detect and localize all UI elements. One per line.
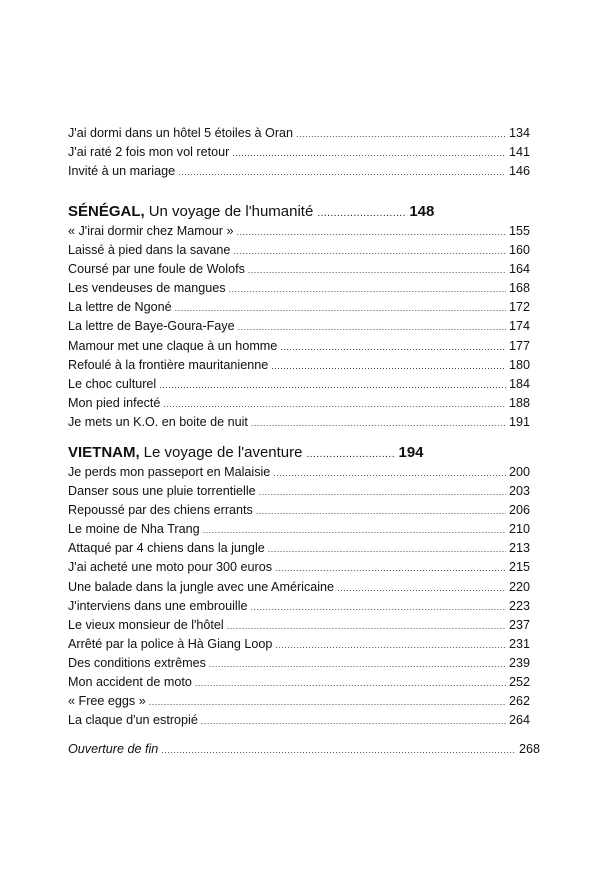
entry-page: 200 [508, 465, 530, 479]
entry-page: 268 [518, 742, 540, 756]
entry-title: La claque d'un estropié [68, 713, 198, 728]
entry-title: Coursé par une foule de Wolofs [68, 262, 245, 277]
dot-leader [149, 693, 506, 712]
toc-entry [68, 673, 530, 692]
section-page: 194 [398, 444, 424, 461]
vietnam-heading [68, 441, 530, 465]
entry-title: Attaqué par 4 chiens dans la jungle [68, 541, 265, 556]
toc-entry [68, 298, 530, 317]
dot-leader [251, 414, 506, 433]
dot-leader [275, 636, 506, 655]
toc-entry [68, 260, 530, 279]
toc-entry [68, 222, 530, 241]
toc-entry [68, 279, 530, 298]
dot-leader [271, 357, 506, 376]
entry-page: 239 [508, 655, 530, 670]
toc-entry [68, 654, 530, 673]
dot-leader [273, 464, 506, 483]
entry-title: Mamour met une claque à un homme [68, 338, 278, 353]
dot-leader [233, 242, 506, 261]
dot-leader [195, 674, 506, 693]
entry-page: 174 [508, 319, 530, 334]
section-page: 148 [409, 203, 435, 220]
entry-title: Des conditions extrêmes [68, 655, 206, 670]
entry-title: J'ai dormi dans un hôtel 5 étoiles à Oran [68, 126, 294, 140]
dot-leader [227, 617, 506, 636]
toc-entry [68, 356, 530, 375]
toc-entry [68, 692, 530, 711]
entry-title: J'ai acheté une moto pour 300 euros [68, 560, 273, 575]
dot-leader [178, 163, 506, 182]
entry-title: J'interviens dans une embrouille [68, 598, 248, 613]
dot-leader [159, 376, 506, 395]
entry-page: 215 [508, 560, 530, 575]
toc-entry [68, 413, 530, 432]
entry-title: Ouverture de fin [68, 742, 159, 756]
entry-title: Je perds mon passeport en Malaisie [68, 465, 271, 479]
dot-leader [232, 144, 506, 163]
senegal-entries [68, 222, 530, 432]
entry-page: 231 [508, 636, 530, 651]
entry-page: 220 [508, 579, 530, 594]
entry-title: Repoussé par des chiens errants [68, 503, 253, 518]
toc-entry [68, 578, 530, 597]
dot-leader [163, 395, 506, 414]
algeria-tail-entries [68, 124, 530, 181]
dot-leader [248, 261, 506, 280]
toc-entry [68, 482, 530, 501]
section-country: VIETNAM, [68, 444, 140, 461]
entry-page: 237 [508, 617, 530, 632]
entry-title: La lettre de Baye-Goura-Faye [68, 319, 235, 334]
entry-page: 252 [508, 675, 530, 690]
entry-page: 160 [508, 243, 530, 258]
entry-page: 177 [508, 338, 530, 353]
toc-entry [68, 597, 530, 616]
entry-title: Laissé à pied dans la savane [68, 243, 231, 258]
toc-entry [68, 124, 530, 143]
toc-entry [68, 740, 540, 759]
vietnam-entries [68, 463, 530, 730]
toc-entry [68, 520, 530, 539]
dot-leader [161, 741, 516, 760]
toc-entry [68, 162, 530, 181]
entry-page: 264 [508, 713, 530, 728]
entry-title: Une balade dans la jungle avec une Américaine [68, 579, 335, 594]
entry-page: 223 [508, 598, 530, 613]
section-country: SÉNÉGAL, [68, 203, 145, 220]
toc-entry [68, 616, 530, 635]
toc-entry [68, 317, 530, 336]
section-subtitle: Le voyage de l'aventure [143, 444, 303, 461]
dot-leader [201, 712, 506, 731]
entry-title: « J'irai dormir chez Mamour » [68, 224, 234, 238]
entry-page: 184 [508, 376, 530, 391]
entry-page: 210 [508, 522, 530, 537]
toc-entry [68, 501, 530, 520]
dot-leader [337, 579, 506, 598]
entry-page: 141 [508, 145, 530, 160]
dot-leader [275, 559, 506, 578]
entry-title: Refoulé à la frontière mauritanienne [68, 357, 269, 372]
entry-title: Je mets un K.O. en boite de nuit [68, 414, 248, 429]
entry-title: Mon accident de moto [68, 675, 192, 690]
entry-page: 203 [508, 484, 530, 499]
entry-page: 134 [508, 126, 530, 140]
dot-leader [268, 540, 506, 559]
entry-page: 164 [508, 262, 530, 277]
toc-entry [68, 635, 530, 654]
toc-entry [68, 337, 530, 356]
entry-page: 262 [508, 694, 530, 709]
toc-entry [68, 539, 530, 558]
entry-page: 146 [508, 164, 530, 179]
dot-leader [238, 318, 506, 337]
toc-entry [68, 143, 530, 162]
dot-leader [256, 502, 506, 521]
dot-leader [236, 223, 506, 242]
dot-leader [175, 299, 506, 318]
entry-page: 180 [508, 357, 530, 372]
dot-leader [251, 598, 506, 617]
ending-entry [68, 740, 540, 759]
entry-page: 155 [508, 224, 530, 238]
toc-entry [68, 558, 530, 577]
dot-leader [259, 483, 506, 502]
entry-page: 168 [508, 281, 530, 296]
entry-title: Le choc culturel [68, 376, 157, 391]
toc-entry [68, 394, 530, 413]
entry-page: 206 [508, 503, 530, 518]
toc-entry [68, 375, 530, 394]
entry-page: 213 [508, 541, 530, 556]
entry-title: La lettre de Ngoné [68, 300, 172, 315]
entry-title: Danser sous une pluie torrentielle [68, 484, 256, 499]
entry-title: Les vendeuses de mangues [68, 281, 226, 296]
entry-title: « Free eggs » [68, 694, 146, 709]
entry-title: Le moine de Nha Trang [68, 522, 200, 537]
entry-page: 172 [508, 300, 530, 315]
senegal-heading [68, 200, 530, 224]
section-subtitle: Un voyage de l'humanité [148, 203, 314, 220]
dot-leader [296, 125, 506, 144]
entry-page: 191 [508, 414, 530, 429]
dot-leader [229, 280, 506, 299]
toc-entry [68, 241, 530, 260]
entry-page: 188 [508, 395, 530, 410]
entry-title: Mon pied infecté [68, 395, 161, 410]
entry-title: J'ai raté 2 fois mon vol retour [68, 145, 230, 160]
entry-title: Invité à un mariage [68, 164, 176, 179]
toc-entry [68, 711, 530, 730]
entry-title: Arrêté par la police à Hà Giang Loop [68, 636, 273, 651]
dot-leader [280, 338, 506, 357]
toc-entry [68, 463, 530, 482]
dot-leader [209, 655, 506, 674]
entry-title: Le vieux monsieur de l'hôtel [68, 617, 224, 632]
dot-leader [203, 521, 506, 540]
